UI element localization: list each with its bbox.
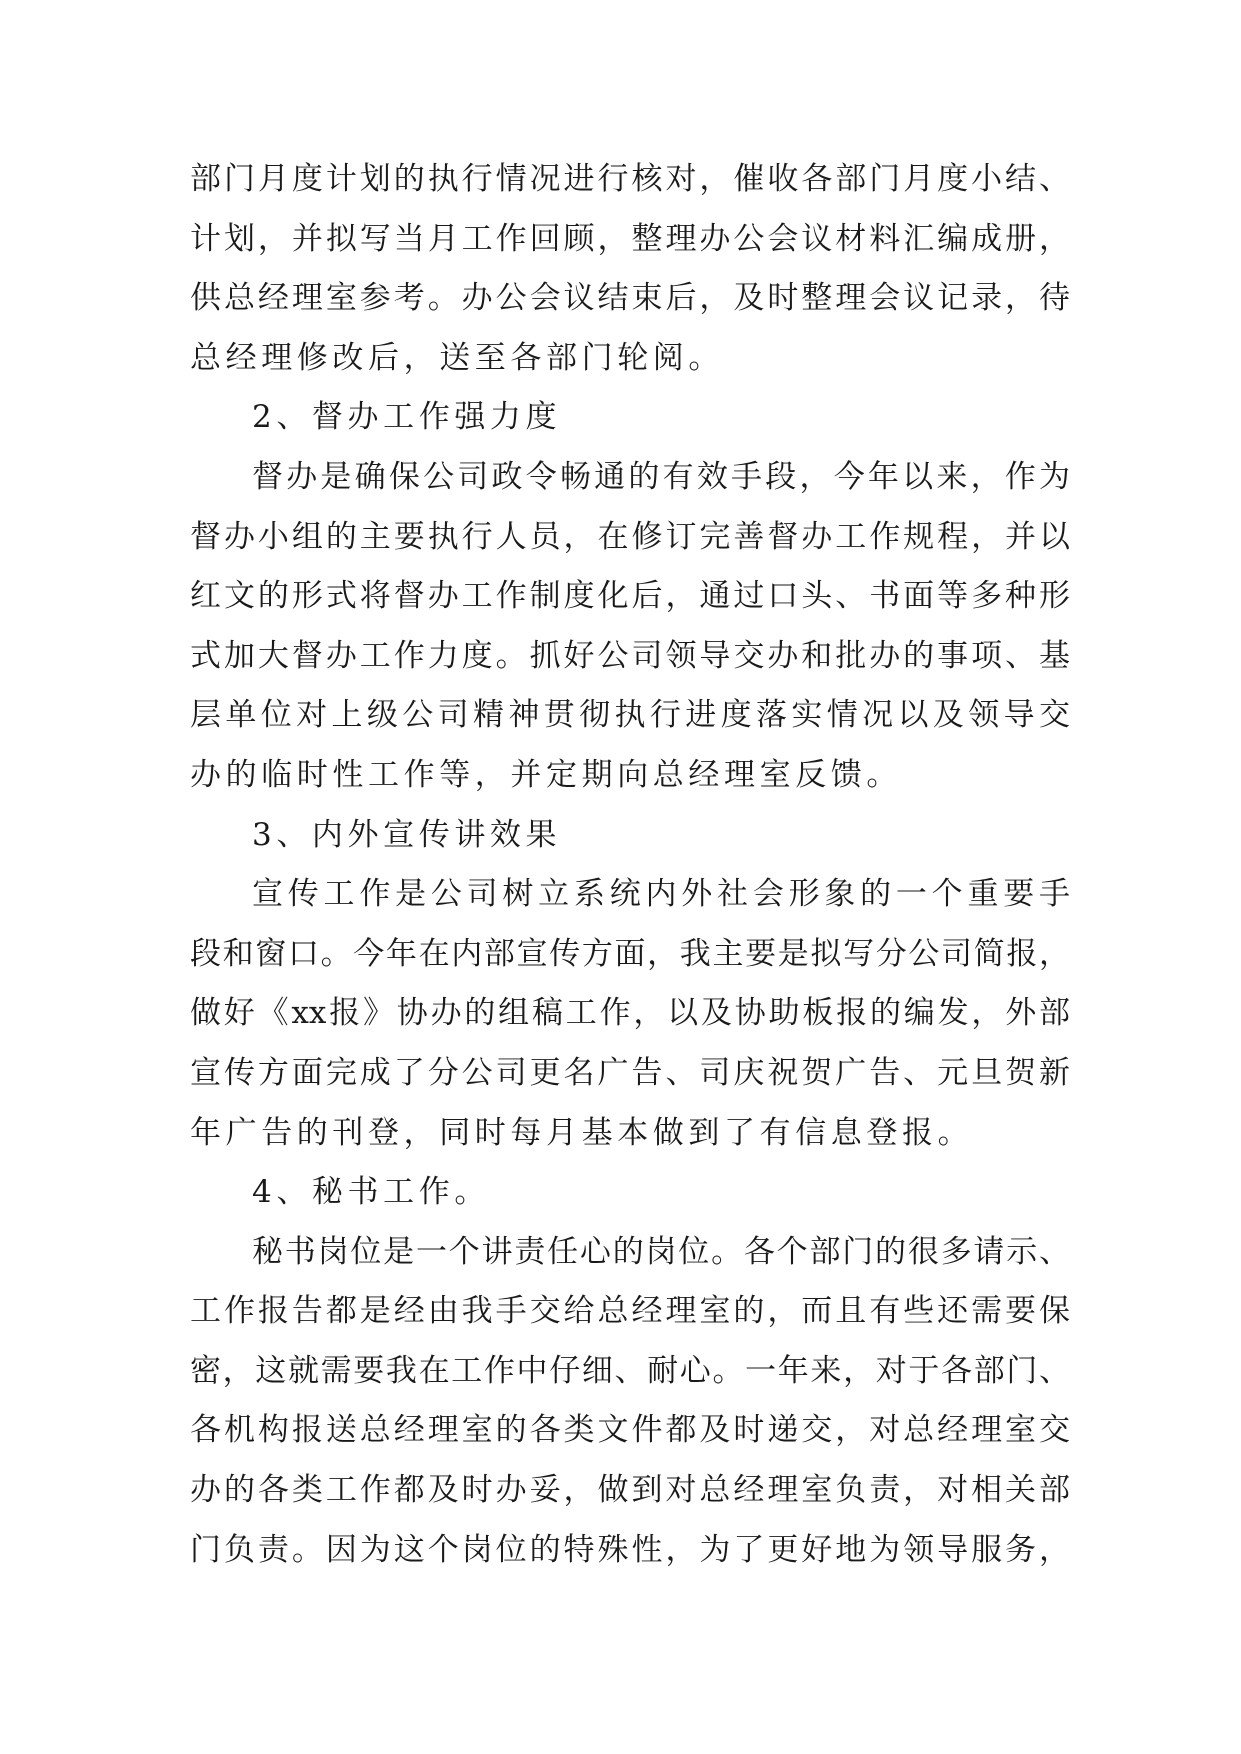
- paragraph-first-line: 宣传工作是公司树立系统内外社会形象的一个重要手: [252, 876, 1070, 913]
- body-line: 宣传方面完成了分公司更名广告、司庆祝贺广告、元旦贺新: [190, 1054, 1070, 1091]
- body-line: 红文的形式将督办工作制度化后，通过口头、书面等多种形: [190, 578, 1070, 615]
- document-body: [190, 150, 1070, 1580]
- section-heading: 2、督办工作强力度: [252, 399, 562, 436]
- body-line: 层单位对上级公司精神贯彻执行进度落实情况以及领导交: [190, 697, 1070, 734]
- body-line: 做好《xx报》协办的组稿工作，以及协助板报的编发，外部: [190, 995, 1070, 1032]
- paragraph-first-line: 秘书岗位是一个讲责任心的岗位。各个部门的很多请示、: [252, 1233, 1070, 1270]
- body-line: 工作报告都是经由我手交给总经理室的，而且有些还需要保: [190, 1293, 1070, 1330]
- section-heading: 4、秘书工作。: [252, 1174, 490, 1211]
- body-line: 部门月度计划的执行情况进行核对，催收各部门月度小结、: [190, 161, 1070, 197]
- section-heading: 3、内外宣传讲效果: [252, 816, 562, 853]
- body-line: 总经理修改后，送至各部门轮阅。: [190, 339, 724, 376]
- body-line: 办的各类工作都及时办妥，做到对总经理室负责，对相关部: [190, 1472, 1070, 1509]
- body-line: 各机构报送总经理室的各类文件都及时递交，对总经理室交: [190, 1412, 1070, 1449]
- body-line: 密，这就需要我在工作中仔细、耐心。一年来，对于各部门、: [190, 1352, 1070, 1389]
- body-line: 年广告的刊登，同时每月基本做到了有信息登报。: [190, 1114, 974, 1151]
- body-line: 计划，并拟写当月工作回顾，整理办公会议材料汇编成册，: [190, 220, 1070, 257]
- body-line: 段和窗口。今年在内部宣传方面，我主要是拟写分公司简报，: [190, 935, 1070, 972]
- body-line: 门负责。因为这个岗位的特殊性，为了更好地为领导服务，: [190, 1531, 1070, 1568]
- body-line: 式加大督办工作力度。抓好公司领导交办和批办的事项、基: [190, 637, 1070, 674]
- body-line: 办的临时性工作等，并定期向总经理室反馈。: [190, 756, 902, 793]
- body-line: 督办小组的主要执行人员，在修订完善督办工作规程，并以: [190, 518, 1070, 555]
- body-line: 供总经理室参考。办公会议结束后，及时整理会议记录，待: [190, 280, 1070, 317]
- paragraph-first-line: 督办是确保公司政令畅通的有效手段，今年以来，作为: [252, 458, 1070, 495]
